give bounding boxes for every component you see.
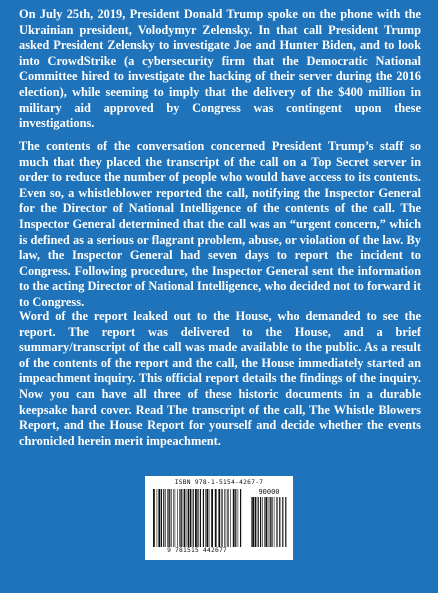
barcode-bars-icon (153, 489, 243, 547)
barcode-digits: 9 781515 442677 (167, 547, 227, 554)
summary-paragraph-1: On July 25th, 2019, President Donald Trump spoke on the phone with the Ukrainian president, Volodymyr Zelensky. In that call President Trump asked President Zelensky to investigate Joe and Hunter Biden, and to look into CrowdStrike (a cybersecurity firm that the Democratic National Committee hired to investigate the hacking of their server during the 2016 election), while seeming to imply that the delivery of the $400 million in military aid approved by Congress was contingent upon these investigations. (19, 7, 421, 131)
isbn-label: ISBN 978-1-5154-4267-7 (174, 479, 264, 486)
summary-paragraph-3: Word of the report leaked out to the House, who demanded to see the report. The report was delivered to the House, and a brief summary/transcript of the call was made available to the public. As a result of the contents of the report and the call, the House immediately started an impeachment inquiry. This official report details the findings of the inquiry. Now you can have all three of these historic documents in a durable keepsake hard cover. Read The transcript of the call, The Whistle Blowers Report, and the House Report for yourself and decide whether the events chronicled herein merit impeachment. (19, 309, 421, 448)
isbn-barcode (145, 476, 293, 560)
price-addon-digits: 90000 (258, 488, 280, 496)
addon-barcode-bars-icon (251, 497, 287, 547)
summary-paragraph-2: The contents of the conversation concerned President Trump’s staff so much that they placed the transcript of the call on a Top Secret server in order to reduce the number of people who would have access to its contents. Even so, a whistleblower reported the call, notifying the Inspector General for the Director of National Intelligence of the contents of the call. The Inspector General determined that the call was an “urgent concern,” which is defined as a serious or flagrant problem, abuse, or violation of the law. By law, the Inspector General had seven days to report the incident to Congress. Following procedure, the Inspector General sent the information to the acting Director of National Intelligence, who decided not to forward it to Congress. (19, 139, 421, 309)
